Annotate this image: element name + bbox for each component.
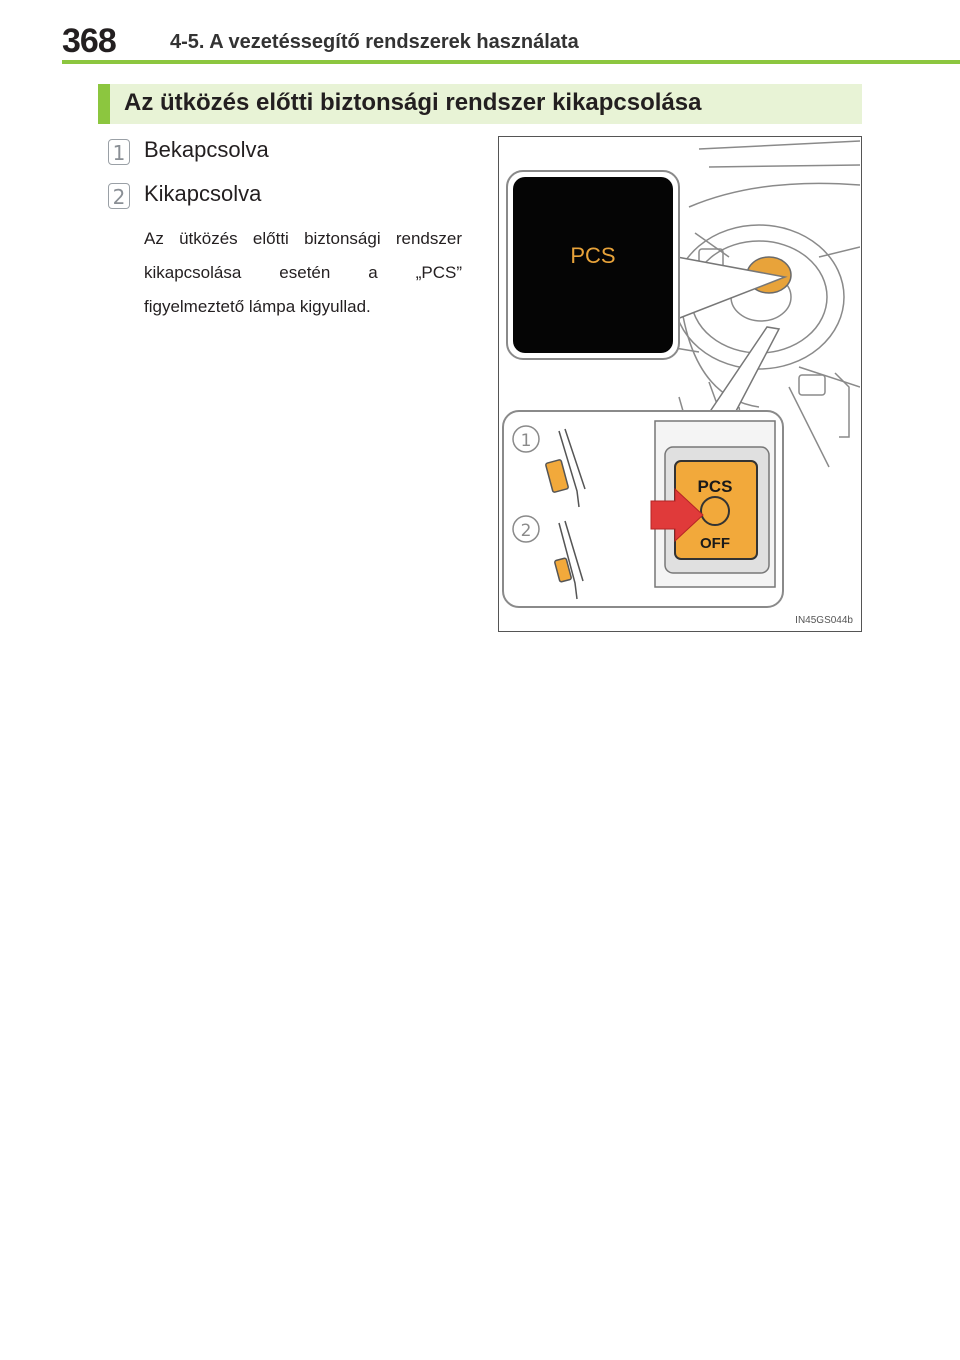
switch-pcs-label: PCS: [697, 477, 733, 496]
switch-off-label: OFF: [700, 535, 730, 552]
pcs-indicator-text: PCS: [570, 243, 616, 268]
figure-code: IN45GS044b: [795, 615, 853, 626]
item-number-1: 1: [108, 139, 130, 165]
section-title: Az ütközés előtti biztonsági rendszer kikapcsolása: [124, 89, 702, 116]
page-number: 368: [62, 22, 116, 60]
callout-1-label: 1: [520, 431, 532, 451]
illustration-svg: [499, 137, 860, 630]
item-label-on: Bekapcsolva: [144, 137, 269, 162]
section-bar: [98, 84, 862, 124]
item-number-2: 2: [108, 183, 130, 209]
callout-2-label: 2: [520, 521, 532, 541]
chapter-title: 4-5. A vezetéssegítő rendszerek használata: [170, 31, 579, 53]
header-rule: [62, 60, 960, 64]
pcs-switch-illustration: [498, 136, 862, 632]
item-label-off: Kikapcsolva: [144, 181, 262, 206]
description-text: Az ütközés előtti biztonsági rendszer kikapcsolása esetén a „PCS” figyelmeztető lámpa kigyullad.: [144, 229, 462, 316]
page-header: [62, 22, 960, 70]
